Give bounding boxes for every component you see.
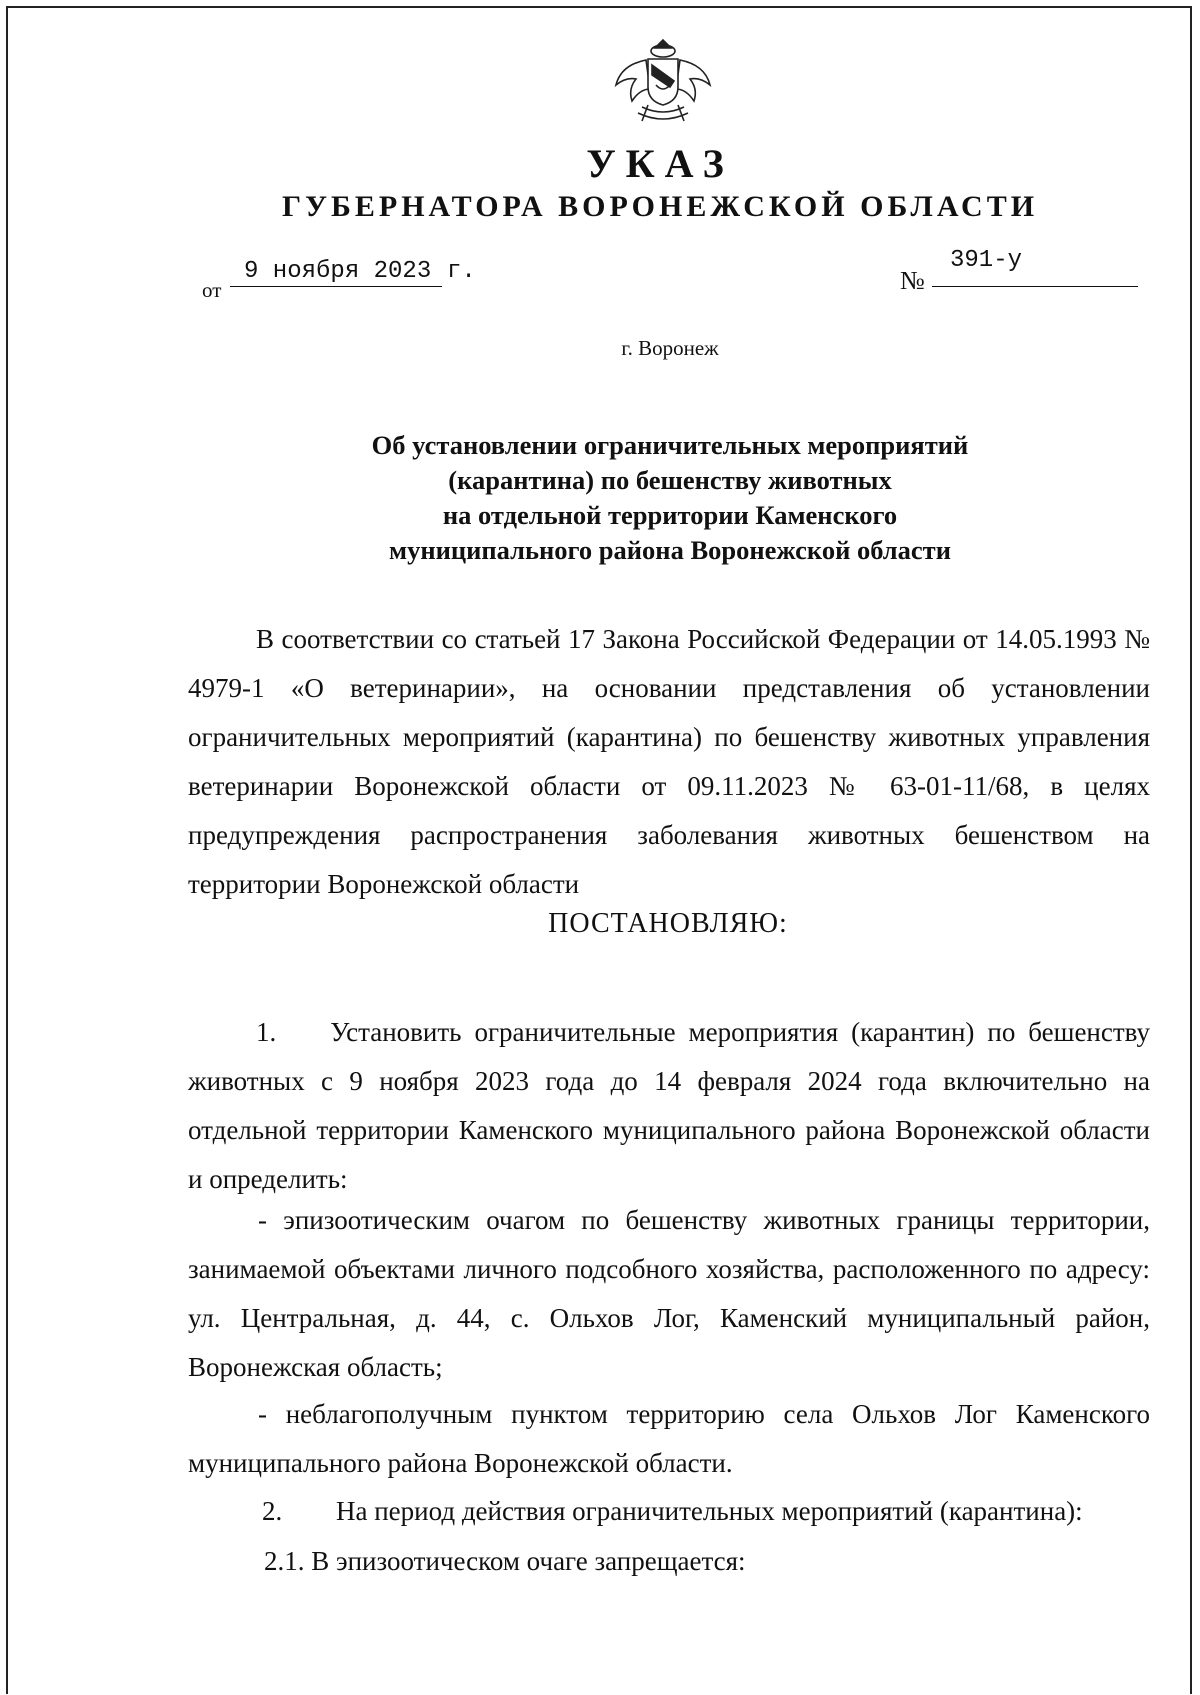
item-2-number: 2. bbox=[262, 1496, 283, 1526]
title-line: (карантина) по бешенству животных bbox=[448, 465, 892, 495]
document-date: 9 ноября 2023 bbox=[244, 258, 432, 285]
date-label: от bbox=[202, 278, 222, 302]
date-suffix: г. bbox=[447, 258, 476, 285]
resolve-heading: ПОСТАНОВЛЯЮ: bbox=[548, 908, 788, 939]
title-line: муниципального района Воронежской области bbox=[389, 535, 951, 565]
title-line: Об установлении ограничительных мероприятий bbox=[371, 430, 969, 460]
city: г. Воронеж bbox=[621, 336, 719, 360]
item-2-1-text: 2.1. В эпизоотическом очаге запрещается: bbox=[264, 1546, 746, 1576]
date-underline bbox=[230, 286, 442, 287]
item-1-subitem-focus: - эпизоотическим очагом по бешенству животных границы территории, занимаемой объектами личного подсобного хозяйства, расположенного по адресу: ул. Центральная, д. 44, с. Ольхов Лог, Каменский муниципальный район, Воронежская область; bbox=[188, 1205, 1150, 1382]
item-1-paragraph: 1. Установить ограничительные мероприятия (карантин) по бешенству животных с 9 ноября 2023 года до 14 февраля 2024 года включительно на отдельной территории Каменского муниципального района Воронежской области и определить: bbox=[188, 1017, 1150, 1194]
issuing-authority: ГУБЕРНАТОРА ВОРОНЕЖСКОЙ ОБЛАСТИ bbox=[281, 190, 1039, 223]
item-1-subitem-point: - неблагополучным пунктом территорию села Ольхов Лог Каменского муниципального района Воронежской области. bbox=[188, 1399, 1150, 1478]
number-underline bbox=[932, 286, 1138, 287]
document-title bbox=[300, 428, 1040, 568]
preamble-paragraph: В соответствии со статьей 17 Закона Российской Федерации от 14.05.1993 № 4979-1 «О ветеринарии», на основании представления об установлении ограничительных мероприятий (карантина) по бешенству животных управления ветеринарии Воронежской области от 09.11.2023 № 63-01-11/68, в целях предупреждения распространения заболевания животных бешенством на территории Воронежской области bbox=[188, 624, 1150, 899]
title-line: на отдельной территории Каменского bbox=[442, 500, 898, 530]
document-type: УКАЗ bbox=[586, 141, 734, 186]
document-number: 391-у bbox=[950, 247, 1023, 274]
item-2-text: На период действия ограничительных мероприятий (карантина): bbox=[336, 1496, 1083, 1526]
number-label: № bbox=[900, 266, 925, 295]
coat-of-arms-emblem bbox=[608, 35, 718, 130]
